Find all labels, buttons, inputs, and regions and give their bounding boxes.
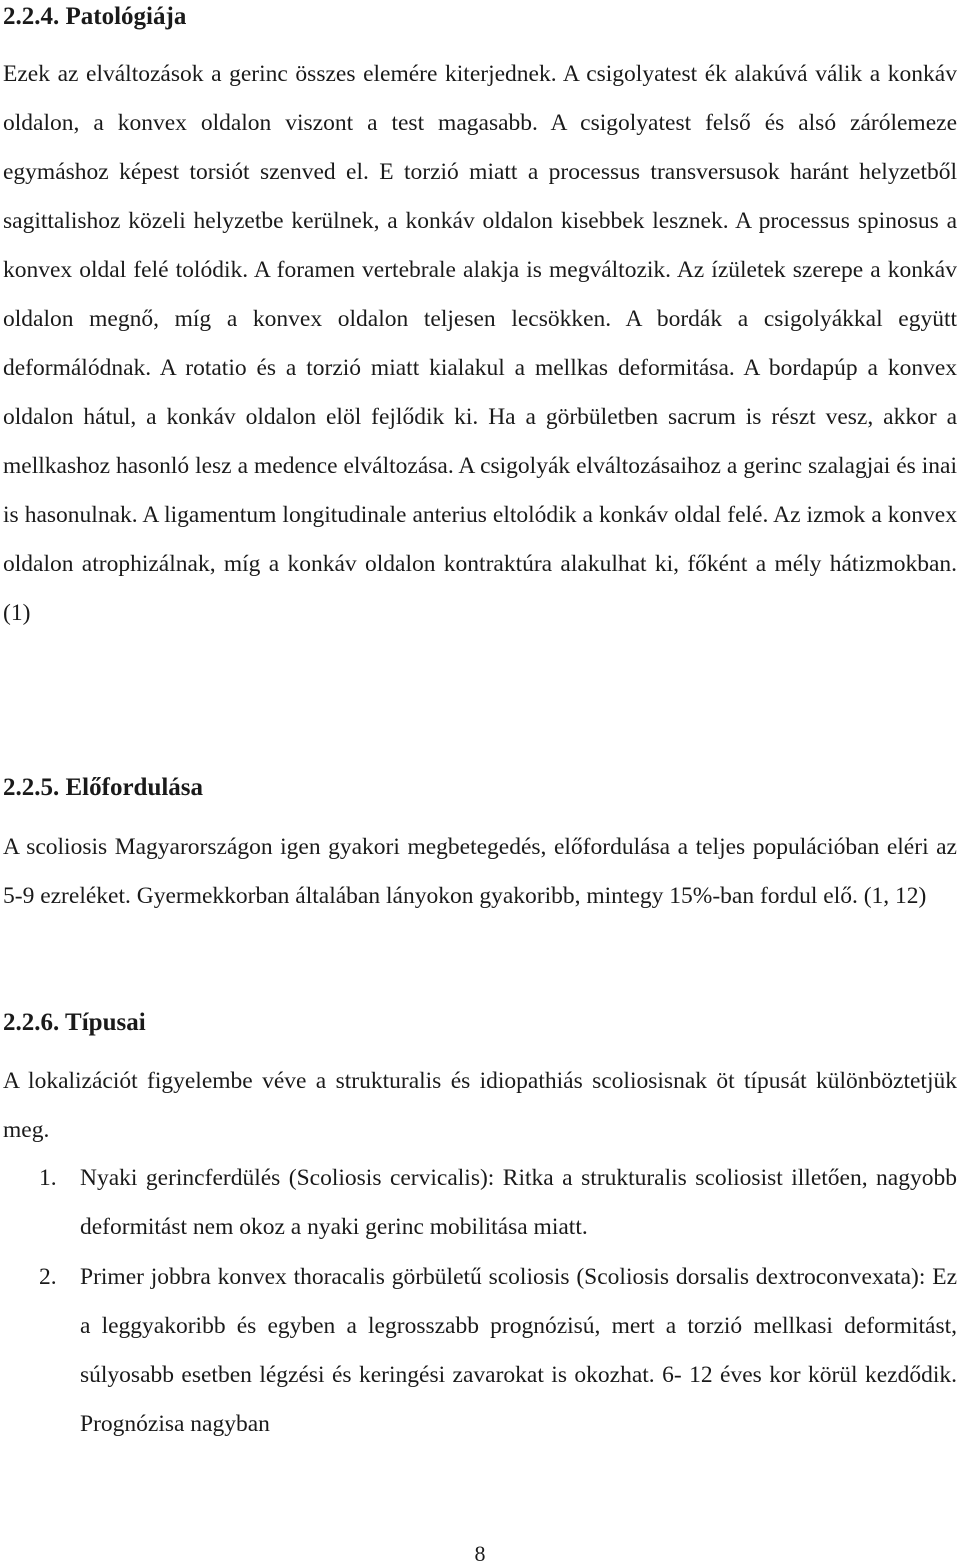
list-item [3, 1154, 957, 1252]
section-paragraph-occurrence: A scoliosis Magyarországon igen gyakori megbetegedés, előfordulása a teljes populációban eléri az 5-9 ezreléket. Gyermekkorban általában lányokon gyakoribb, mintegy 15%-ban fordul elő. (1, 12) [3, 834, 957, 909]
list-item-text: Primer jobbra konvex thoracalis görbületű scoliosis (Scoliosis dorsalis dextroconvexata): Ez a leggyakoribb és egyben a legrosszabb prognózisú, mert a torzió mellkasi deformitást, súlyosabb esetben légzési és keringési zavarokat is okozhat. 6- 12 éves kor körül kezdődik. Prognózisa nagyban [80, 1264, 957, 1437]
list-item-number: 2. [39, 1264, 57, 1290]
section-heading-pathology: 2.2.4. Patológiája [3, 3, 187, 30]
list-item-text: Nyaki gerincferdülés (Scoliosis cervicalis): Ritka a strukturalis scoliosist illetően, nagyobb deformitást nem okoz a nyaki gerinc mobilitása miatt. [80, 1165, 957, 1240]
section-heading-occurrence: 2.2.5. Előfordulása [3, 774, 204, 801]
page-number: 8 [474, 1541, 486, 1566]
section-heading-types: 2.2.6. Típusai [3, 1009, 146, 1036]
section-paragraph-pathology: Ezek az elváltozások a gerinc összes elemére kiterjednek. A csigolyatest ék alakúvá válik a konkáv oldalon, a konvex oldalon viszont a test magasabb. A csigolyatest felső és alsó zárólemeze egymáshoz képest torsiót szenved el. E torzió miatt a processus transversusok haránt helyzetből sagittalishoz közeli helyzetbe kerülnek, a konkáv oldalon kisebbek lesznek. A processus spinosus a konvex oldal felé tolódik. A foramen vertebrale alakja is megváltozik. Az ízületek szerepe a konkáv oldalon megnő, míg a konvex oldalon teljesen lecsökken. A bordák a csigolyákkal együtt deformálódnak. A rotatio és a torzió miatt kialakul a mellkas deformitása. A bordapúp a konvex oldalon hátul, a konkáv oldalon elöl fejlődik ki. Ha a görbületben sacrum is részt vesz, akkor a mellkashoz hasonló lesz a medence elváltozása. A csigolyák elváltozásaihoz a gerinc szalagjai és inai is hasonulnak. A ligamentum longitudinale anterius eltolódik a konkáv oldal felé. Az izmok a konvex oldalon atrophizálnak, míg a konkáv oldalon kontraktúra alakulhat ki, főként a mély hátizmokban. (1) [3, 61, 957, 626]
list-item [3, 1253, 957, 1449]
list-item-number: 1. [39, 1165, 57, 1191]
types-list [3, 1154, 957, 1449]
section-paragraph-types: A lokalizációt figyelembe véve a strukturalis és idiopathiás scoliosisnak öt típusát különböztetjük meg. [3, 1068, 957, 1143]
